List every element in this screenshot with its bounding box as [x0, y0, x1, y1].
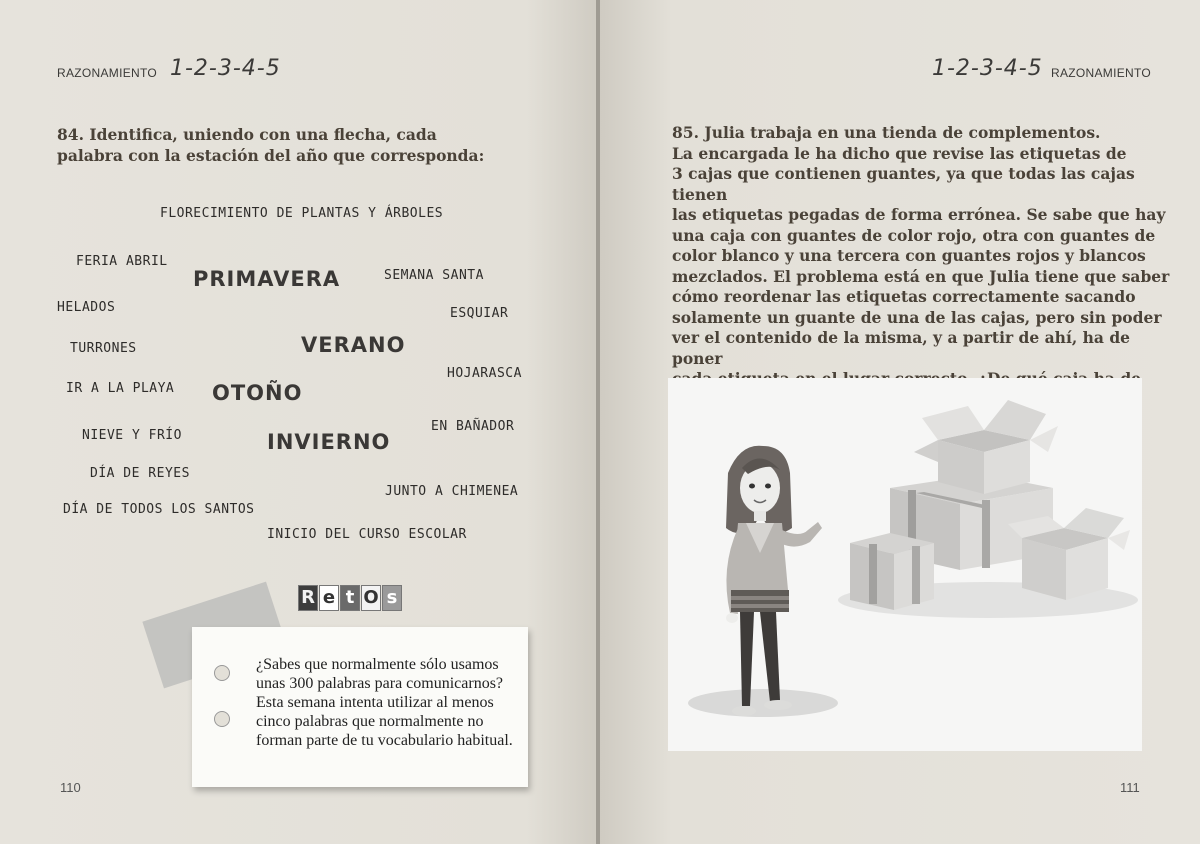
season-label: OTOÑO	[212, 381, 303, 405]
season-label: INVIERNO	[267, 430, 391, 454]
section-label: RAZONAMIENTO	[1051, 66, 1152, 80]
illustration-girl-boxes	[668, 378, 1142, 751]
retos-letter: s	[382, 585, 402, 611]
word-item: JUNTO A CHIMENEA	[385, 484, 519, 499]
word-item: NIEVE Y FRÍO	[82, 428, 182, 443]
word-item: EN BAÑADOR	[431, 419, 515, 434]
retos-logo	[298, 585, 402, 611]
season-label: PRIMAVERA	[193, 267, 341, 291]
retos-letter: e	[319, 585, 339, 611]
question-line: 85. Julia trabaja en una tienda de complementos.	[672, 123, 1101, 142]
word-item: DÍA DE REYES	[90, 466, 190, 481]
question-line: ver el contenido de la misma, y a partir de ahí, ha de poner	[672, 328, 1131, 368]
season-label: VERANO	[301, 333, 406, 357]
difficulty-levels: 1-2-3-4-5	[932, 56, 1043, 81]
question-line: las etiquetas pegadas de forma errónea. Se sabe que hay	[672, 205, 1166, 224]
word-item: SEMANA SANTA	[384, 268, 484, 283]
word-item: HOJARASCA	[447, 366, 522, 381]
word-item: DÍA DE TODOS LOS SANTOS	[63, 502, 255, 517]
question-line: mezclados. El problema está en que Julia tiene que saber	[672, 266, 1170, 286]
page-number: 110	[60, 780, 81, 795]
challenge-text: ¿Sabes que normalmente sólo usamos unas 300 palabras para comunicarnos? Esta semana intenta utilizar al menos cinco palabras que normalmente no forman parte de tu vocabulario habitual.	[256, 656, 513, 749]
word-item: INICIO DEL CURSO ESCOLAR	[267, 527, 467, 542]
card-hole	[214, 665, 230, 681]
question-line: color blanco y una tercera con guantes rojos y blancos	[672, 246, 1146, 265]
challenge-card	[192, 627, 528, 787]
question-line: cómo reordenar las etiquetas correctamente sacando	[672, 287, 1136, 306]
card-hole	[214, 711, 230, 727]
question-line: La encargada le ha dicho que revise las etiquetas de	[672, 143, 1127, 163]
illustration-svg	[668, 378, 1142, 751]
word-item: IR A LA PLAYA	[66, 381, 175, 396]
retos-letter: R	[298, 585, 318, 611]
word-item: FLORECIMIENTO DE PLANTAS Y ÁRBOLES	[160, 206, 444, 221]
word-item: FERIA ABRIL	[76, 254, 168, 269]
word-item: HELADOS	[57, 300, 116, 315]
left-page	[0, 0, 598, 844]
retos-letter: t	[340, 585, 360, 611]
shadow	[688, 689, 838, 717]
question-84: 84. Identifica, uniendo con una flecha, cada palabra con la estación del año que corresponda:	[57, 125, 485, 165]
word-item: ESQUIAR	[450, 306, 509, 321]
question-line: una caja con guantes de color rojo, otra con guantes de	[672, 225, 1156, 245]
girl-figure	[726, 446, 822, 716]
retos-letter: O	[361, 585, 381, 611]
boxes-stack	[850, 400, 1130, 610]
difficulty-levels: 1-2-3-4-5	[170, 56, 281, 81]
word-item: TURRONES	[70, 341, 137, 356]
page-number: 111	[1120, 780, 1140, 795]
section-label: RAZONAMIENTO	[57, 66, 158, 80]
question-line: 3 cajas que contienen guantes, ya que todas las cajas tienen	[672, 164, 1135, 204]
question-line: solamente un guante de una de las cajas, pero sin poder	[672, 307, 1162, 327]
